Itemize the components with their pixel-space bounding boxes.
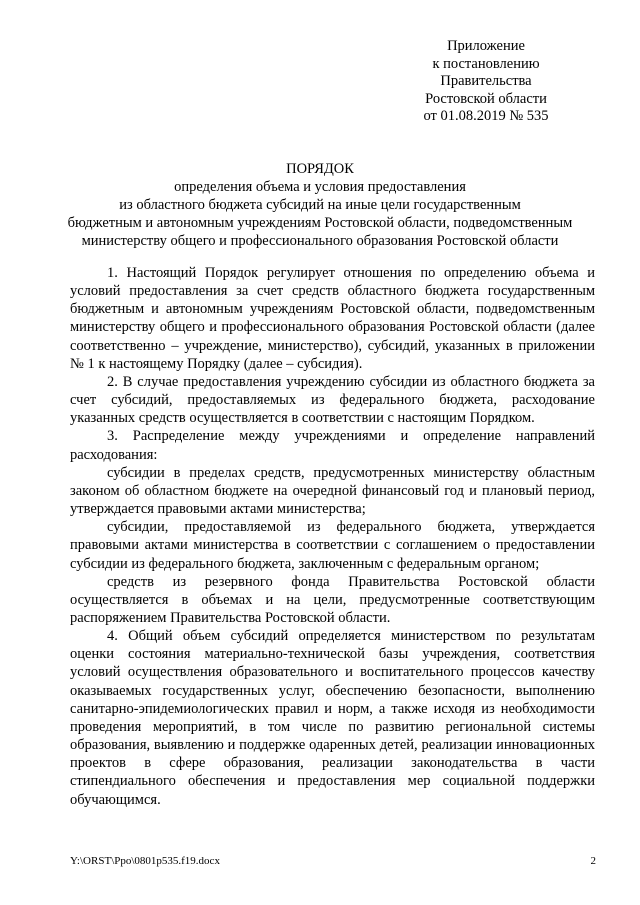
appendix-line: Ростовской области [425,90,547,107]
appendix-line: Правительства [440,73,532,89]
appendix-line: Приложение [447,38,525,54]
paragraph-4: 4. Общий объем субсидий определяется министерством по результатам оценки состояния материально-технической базы учреждения, соответствия условий осуществления образовательного и воспитательного процессов качеству оказываемых государственных услуг, обеспечению безопасности, выполнению санитарно-эпидемиологических правил и норм, а также исходя из необходимости проведения мероприятий, в том числе по развитию региональной системы образования, выявлению и поддержке одаренных детей, реализации инновационных проектов в сфере образования, реализации законодательства в части стипендиального обеспечения и предоставления мер социальной поддержки обучающимся. [70,628,595,808]
title-line: определения объема и условия предоставления [174,179,466,195]
title-line: министерству общего и профессионального образования Ростовской области [81,233,559,249]
appendix-line: к постановлению [432,55,540,72]
paragraph-3-item-3: средств из резервного фонда Правительства Ростовской области осуществляется в объемах и на цели, предусмотренные соответствующим распоряжением Правительства Ростовской области. [70,573,595,626]
footer-file-path: Y:\ORST\Ppo\0801p535.f19.docx [70,855,220,867]
paragraph-3-item-2: субсидии, предоставляемой из федерального бюджета, утверждается правовыми актами министерства в соответствии с соглашением о предоставлении субсидии из федерального бюджета, заключенным с федеральным органом; [70,519,595,572]
appendix-block [406,38,566,126]
document-title [60,160,580,250]
title-line: из областного бюджета субсидий на иные цели государственным [119,197,521,213]
paragraph-2: 2. В случае предоставления учреждению субсидии из областного бюджета за счет субсидий, предоставляемых из федерального бюджета, расходование указанных средств осуществляется в соответствии с настоящим Порядком. [70,373,595,427]
footer-page-number: 2 [590,855,596,867]
document-body [70,264,595,809]
paragraph-3: 3. Распределение между учреждениями и определение направлений расходования: [70,428,595,463]
paragraph-1: 1. Настоящий Порядок регулирует отношения по определению объема и условий предоставления за счет средств областного бюджета государственным бюджетным и автономным учреждениям Ростовской области, подведомственным министерству общего и профессионального образования Ростовской области (далее соответственно – учреждение, министерство), субсидий, указанных в приложении № 1 к настоящему Порядку (далее – субсидия). [70,265,595,372]
title-heading: ПОРЯДОК [286,161,354,177]
paragraph-3-item-1: субсидии в пределах средств, предусмотренных министерству областным законом об областном бюджете на очередной финансовый год и плановый период, утверждается правовыми актами министерства; [70,464,595,518]
appendix-date-number: от 01.08.2019 № 535 [423,108,549,124]
title-line: бюджетным и автономным учреждениям Ростовской области, подведомственным [67,215,573,231]
